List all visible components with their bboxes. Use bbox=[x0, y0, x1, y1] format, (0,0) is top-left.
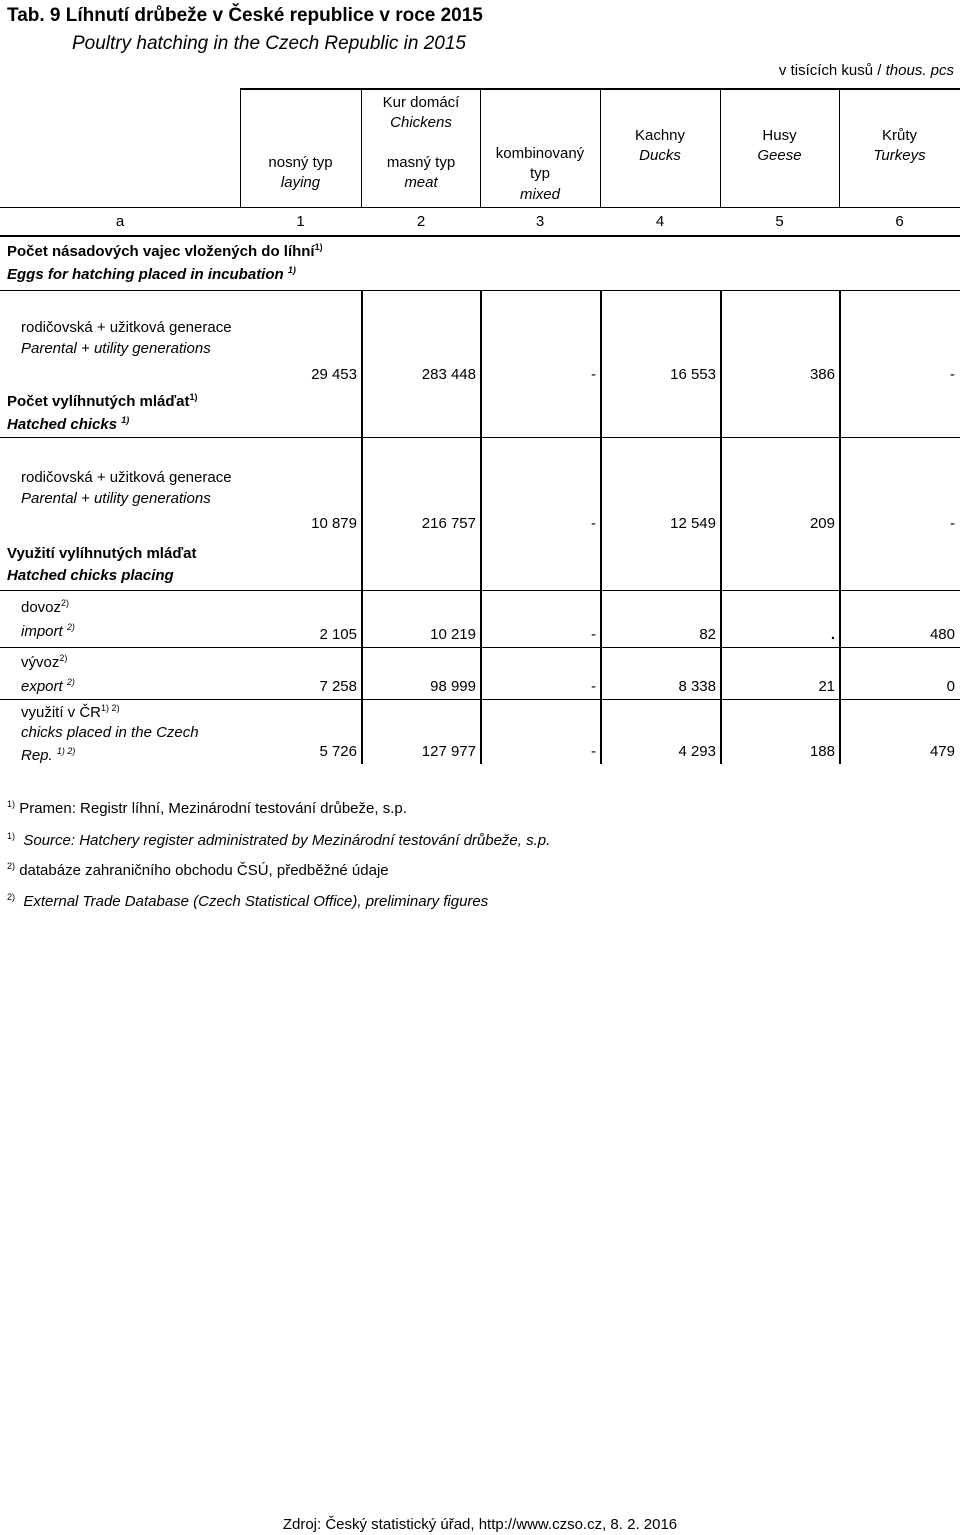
header-laying bbox=[240, 154, 361, 192]
body-col-divider bbox=[480, 590, 482, 764]
cell-import-ducks: 82 bbox=[699, 626, 716, 643]
row-label-export-cz: vývoz$^{2)}$ bbox=[21, 653, 68, 671]
body-col-divider bbox=[839, 437, 841, 590]
header-ducks-cz: Kachny bbox=[634, 127, 686, 144]
unit-label bbox=[779, 62, 954, 79]
body-col-divider bbox=[480, 437, 482, 590]
cell-eggs-laying: 29 453 bbox=[311, 366, 357, 383]
row-label-parental-cz: rodičovská + užitková generace bbox=[21, 469, 232, 486]
cell-export-laying: 7 258 bbox=[319, 678, 357, 695]
section-placing-en: Hatched chicks placing bbox=[7, 567, 174, 584]
header-turkeys-cz: Krůty bbox=[881, 127, 917, 144]
row-label-placed-en2: Rep. $^{1) 2)}$ bbox=[21, 746, 76, 764]
cell-hatched-ducks: 12 549 bbox=[670, 515, 716, 532]
body-col-divider bbox=[720, 290, 722, 437]
cell-hatched-meat: 216 757 bbox=[421, 515, 476, 532]
cell-export-meat: 98 999 bbox=[430, 678, 476, 695]
row-label-placed-cz: využití v $ČR^{1) 2)}$ bbox=[21, 703, 120, 721]
cell-placed-laying: 5 726 bbox=[319, 743, 357, 760]
body-col-divider bbox=[600, 290, 602, 437]
footnote: $^{1)}$ Pramen: Registr líhní, Mezinárodní testování drůbeže, s.p. bbox=[7, 799, 407, 817]
section-placing-cz: Využití vylíhnutých mláďat bbox=[7, 545, 197, 562]
column-index-2: 2 bbox=[416, 213, 426, 230]
source-line: Zdroj: Český statistický úřad, http://www.czso.cz, 8. 2. 2016 bbox=[282, 1516, 678, 1533]
body-col-divider bbox=[600, 590, 602, 764]
body-col-divider bbox=[361, 437, 363, 590]
row-label-import-en: import $^{2)}$ bbox=[21, 622, 75, 640]
header-mixed-cz2: typ bbox=[529, 165, 550, 183]
cell-eggs-turkeys: - bbox=[950, 366, 955, 383]
cell-eggs-geese: 386 bbox=[809, 366, 835, 383]
cell-eggs-mixed: - bbox=[591, 366, 596, 383]
cell-import-turkeys: 480 bbox=[929, 626, 955, 643]
footnote: $^{2)}$ databáze zahraničního obchodu ČSÚ, předběžné údaje bbox=[7, 861, 389, 879]
cell-hatched-mixed: - bbox=[591, 515, 596, 532]
cell-hatched-geese: 209 bbox=[809, 515, 835, 532]
header-laying-en: laying bbox=[280, 174, 321, 192]
body-col-divider bbox=[839, 590, 841, 764]
header-chickens bbox=[361, 94, 481, 132]
body-col-divider bbox=[361, 590, 363, 764]
row-label-import-cz: dovoz$^{2)}$ bbox=[21, 598, 70, 616]
header-chickens-en: Chickens bbox=[390, 114, 452, 132]
cell-placed-ducks: 4 293 bbox=[678, 743, 716, 760]
header-ducks bbox=[600, 127, 720, 165]
table-title: Tab. 9 Líhnutí drůbeže v České republice v roce 2015 bbox=[7, 5, 483, 26]
header-mixed-cz1: kombinovaný bbox=[495, 145, 585, 162]
header-meat-en: meat bbox=[404, 174, 438, 192]
column-index-4: 4 bbox=[655, 213, 665, 230]
header-geese-en: Geese bbox=[757, 147, 802, 165]
header-bottom-rule bbox=[0, 235, 960, 237]
unit-label-en: thous. pcs bbox=[885, 62, 954, 79]
cell-export-turkeys: 0 bbox=[946, 678, 955, 695]
cell-hatched-laying: 10 879 bbox=[311, 515, 357, 532]
cell-placed-geese: 188 bbox=[809, 743, 835, 760]
header-ducks-en: Ducks bbox=[639, 147, 681, 165]
unit-label-cz: v tisících kusů / bbox=[778, 62, 886, 79]
table-subtitle: Poultry hatching in the Czech Republic in 2015 bbox=[72, 33, 466, 54]
cell-export-geese: 21 bbox=[818, 678, 835, 695]
header-turkeys bbox=[839, 127, 960, 165]
column-index-3: 3 bbox=[535, 213, 545, 230]
cell-import-geese: . bbox=[830, 626, 835, 643]
header-meat-cz: masný typ bbox=[386, 154, 456, 171]
row-label-parental-en: Parental + utility generations bbox=[21, 490, 211, 507]
footnote: $^{2)}$ External Trade Database (Czech Statistical Office), preliminary figures bbox=[7, 892, 489, 910]
header-turkeys-en: Turkeys bbox=[873, 147, 926, 165]
cell-import-laying: 2 105 bbox=[319, 626, 357, 643]
column-index-6: 6 bbox=[895, 213, 904, 230]
header-chickens-cz: Kur domácí bbox=[382, 94, 460, 111]
header-geese bbox=[720, 127, 839, 165]
cell-export-ducks: 8 338 bbox=[678, 678, 716, 695]
body-col-divider bbox=[839, 290, 841, 437]
column-index-1: 1 bbox=[296, 213, 305, 230]
cell-placed-turkeys: 479 bbox=[929, 743, 955, 760]
cell-placed-meat: 127 977 bbox=[421, 743, 476, 760]
row-label-export-en: export $^{2)}$ bbox=[21, 677, 75, 695]
section-hatched-cz: Počet vylíhnutých mláďat$^{1)}$ bbox=[7, 392, 198, 410]
row-label-placed-en1: chicks placed in the Czech bbox=[21, 724, 199, 741]
body-col-divider bbox=[361, 290, 363, 437]
body-col-divider bbox=[600, 437, 602, 590]
cell-export-mixed: - bbox=[591, 678, 596, 695]
column-index-5: 5 bbox=[775, 213, 784, 230]
section-eggs-en: Eggs for hatching placed in incubation $^{1)}$ bbox=[7, 265, 296, 283]
header-meat bbox=[361, 154, 481, 192]
column-index-a: a bbox=[115, 213, 125, 230]
cell-eggs-ducks: 16 553 bbox=[670, 366, 716, 383]
header-geese-cz: Husy bbox=[762, 127, 797, 144]
footnote: $^{1)}$ Source: Hatchery register administrated by Mezinárodní testování drůbeže, s.p. bbox=[7, 831, 551, 849]
cell-eggs-meat: 283 448 bbox=[421, 366, 476, 383]
header-mixed-en: mixed bbox=[519, 185, 560, 203]
body-col-divider bbox=[480, 290, 482, 437]
header-laying-cz: nosný typ bbox=[268, 154, 333, 171]
section-hatched-en: Hatched chicks $^{1)}$ bbox=[7, 415, 130, 433]
cell-import-meat: 10 219 bbox=[430, 626, 476, 643]
cell-hatched-turkeys: - bbox=[950, 515, 955, 532]
section-eggs-cz: Počet násadových vajec vložených do líhní$^{1)}$ bbox=[7, 242, 323, 260]
cell-import-mixed: - bbox=[591, 626, 596, 643]
header-mixed bbox=[480, 145, 600, 203]
body-col-divider bbox=[720, 437, 722, 590]
body-col-divider bbox=[720, 590, 722, 764]
row-label-parental-en: Parental + utility generations bbox=[21, 340, 211, 357]
cell-placed-mixed: - bbox=[591, 743, 596, 760]
row-label-parental-cz: rodičovská + užitková generace bbox=[21, 319, 232, 336]
